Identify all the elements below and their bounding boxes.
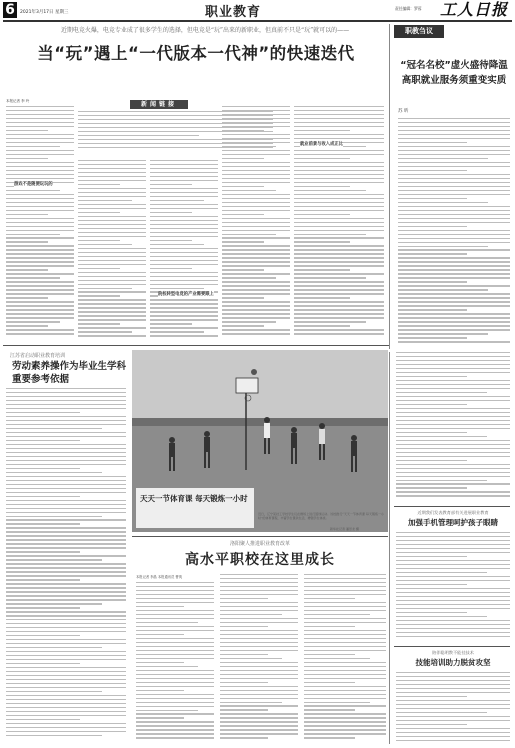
brief2-kicker: 陪伴聪明教不能挂技术 <box>432 650 474 655</box>
story2-body <box>6 388 126 743</box>
brief1-title: 加强手机管理呵护孩子眼睛 <box>408 518 498 527</box>
photo-caption-title: 天天一节体育课 每天锻炼一小时 <box>140 494 248 503</box>
news-link-label: 新闻链接 <box>130 100 188 109</box>
bottom-col-3 <box>304 574 386 744</box>
bottom-headline: 高水平职校在这里成长 <box>185 552 335 568</box>
commentary-body <box>398 118 510 348</box>
brief2-title: 技能培训助力脱贫攻坚 <box>415 658 491 667</box>
commentary-author: 苏 昕 <box>398 109 409 114</box>
brief1-body <box>396 532 510 642</box>
section-rule <box>3 345 389 346</box>
bottom-kicker: 洛阳聚人推进职业教育改革 <box>229 541 290 547</box>
commentary-title-2: 高职就业服务须重变实质 <box>401 75 507 86</box>
brief1-rule <box>394 506 510 507</box>
lead-subhead-3: 院校转型电竞的产业需要跟上 <box>158 292 214 297</box>
bottom-col-1 <box>136 582 214 744</box>
issue-date: 2021年3月17日 星期三 <box>20 10 69 15</box>
brief1-kicker: 近期我们发表教育部有关进展职业教育 <box>417 510 489 515</box>
column-divider-2 <box>389 352 390 744</box>
bottom-rule <box>132 536 388 537</box>
story2-kicker: 江苏省启动职业教育培训 <box>10 353 66 359</box>
lead-headline: 当“玩”遇上“一代版本一代神”的快速迭代 <box>37 44 355 63</box>
brief2-body <box>396 672 510 744</box>
commentary-badge: 职教刍议 <box>394 25 444 38</box>
commentary-title-1: “冠名名校”虚火盛待降温 <box>400 60 508 71</box>
lead-col-2 <box>78 160 146 341</box>
column-divider <box>389 24 390 349</box>
editor-line: 责任编辑：罗蓉 <box>395 6 422 11</box>
story2-title: 劳动素养操作为毕业生学科重要参考依据 <box>12 361 127 385</box>
lead-col-1 <box>6 106 74 341</box>
bottom-byline: 本报记者 李晶 本报通讯员 曹爽 <box>136 575 183 579</box>
newspaper-logo: 工人日报 <box>440 0 509 19</box>
bottom-col-2 <box>220 574 298 744</box>
masthead-rule <box>3 20 512 22</box>
commentary-continued <box>396 352 510 502</box>
section-title: 职业教育 <box>205 5 262 20</box>
lead-col-4 <box>222 106 290 341</box>
lead-col-3 <box>150 160 218 341</box>
lead-subhead-1: 游戏不是随便玩玩的 <box>14 182 53 187</box>
photo-caption-text: 近日，辽宁某技工学校学生们在操场上进行篮球运动。该校推行“天天一节体育课 每天锻炼一小时”的体育课程，丰富学生课余生活，增强学生体质。 <box>258 512 384 521</box>
page-number: 6 <box>3 2 17 18</box>
lead-kicker: 近期电竞火爆，电竞专业成了很多学生的选择，但电竞是“玩”出来的新职业，但真前不只是“玩”就可以的—— <box>60 27 350 34</box>
lead-subhead-2: 就业前景与收入成正比 <box>300 142 343 147</box>
brief2-rule <box>394 646 510 647</box>
lead-byline: 本报记者 李 玲 <box>6 99 30 103</box>
photo-credit: 新华社记者 潘昱龙 摄 <box>330 527 359 531</box>
